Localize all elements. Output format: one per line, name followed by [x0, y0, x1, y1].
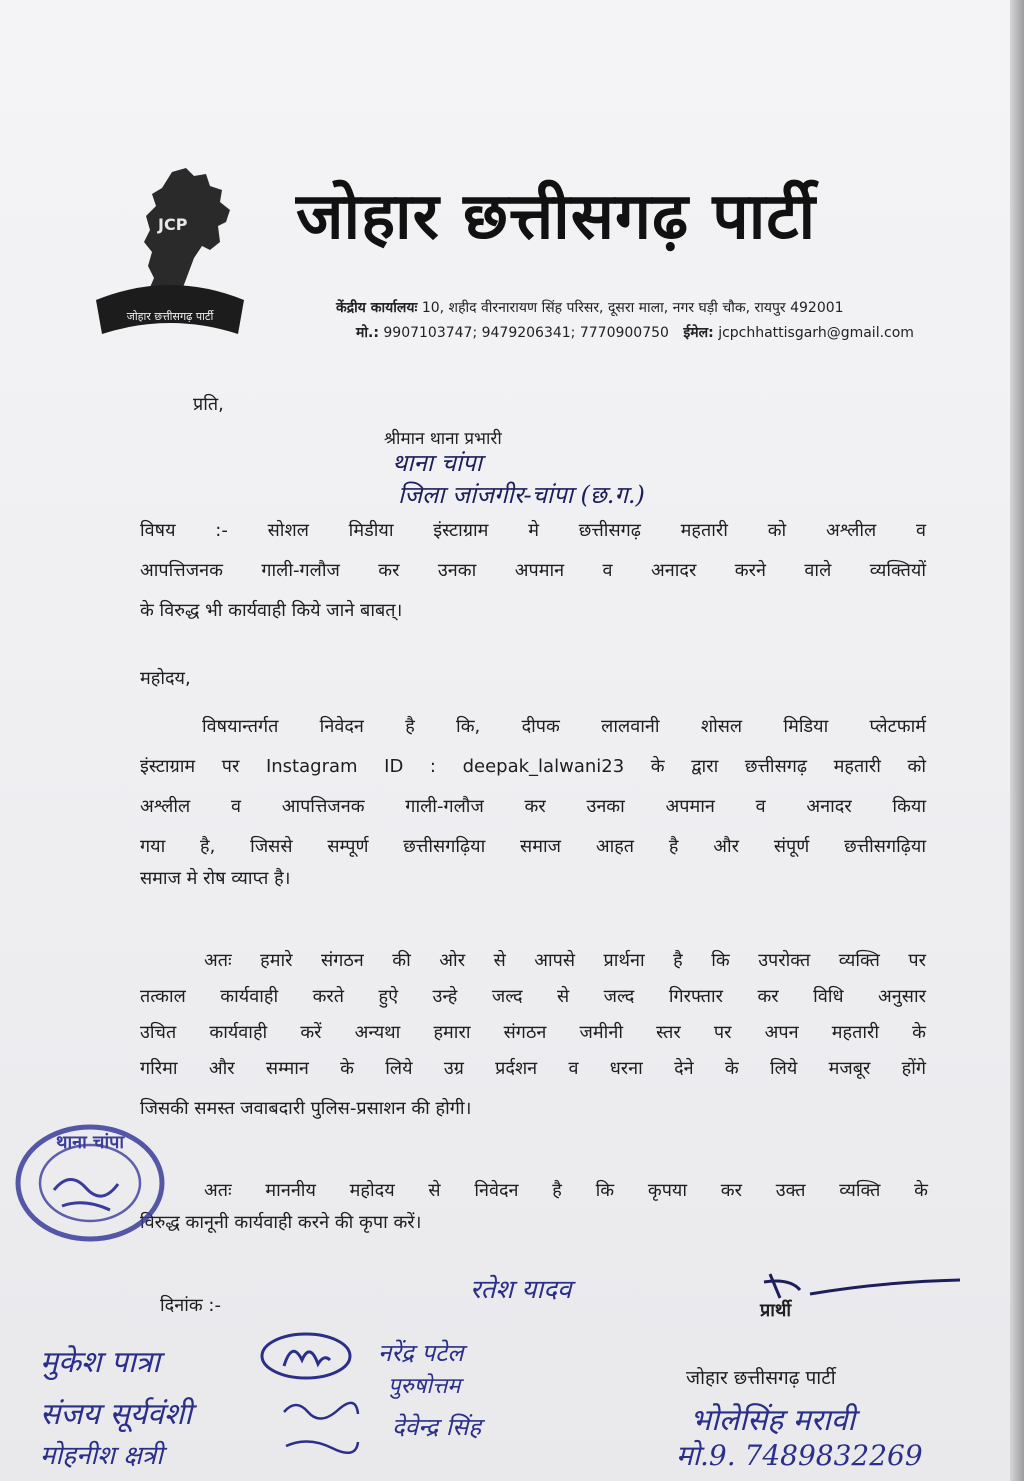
para2-line-1: अतः हमारे संगठन की ओर से आपसे प्रार्थना है कि उपरोक्त व्यक्ति पर — [204, 950, 926, 971]
signature-left-3: मोहनीश क्षत्री — [40, 1441, 163, 1471]
signature-middle-3: देवेन्द्र सिंह — [392, 1413, 482, 1441]
signature-left-2: संजय सूर्यवंशी — [40, 1397, 193, 1432]
email-label: ईमेल: — [683, 325, 714, 341]
para3-line-1: अतः माननीय महोदय से निवेदन है कि कृपया कर उक्त व्यक्ति के — [204, 1180, 928, 1201]
recipient-handwritten-2: जिला जांजगीर-चांपा (छ.ग.) — [398, 481, 645, 509]
para1-line-2: इंस्टाग्राम पर Instagram ID : deepak_lalwani23 के द्वारा छत्तीसगढ़ महतारी को — [140, 756, 926, 777]
phone-numbers: 9907103747; 9479206341; 7770900750 — [383, 325, 669, 341]
salutation: महोदय, — [140, 668, 191, 689]
para1-line-4: गया है, जिससे सम्पूर्ण छत्तीसगढ़िया समाज आहत है और संपूर्ण छत्तीसगढ़िया — [140, 836, 926, 857]
para3-line-2: विरुद्ध कानूनी कार्यवाही करने की कृपा करें। — [140, 1212, 422, 1233]
subject-line-2: आपत्तिजनक गाली-गलौज कर उनका अपमान व अनादर करने वाले व्यक्तियों — [140, 560, 926, 581]
phone-label: मो.: — [356, 325, 379, 341]
logo-banner: जोहार छत्तीसगढ़ पार्टी — [126, 310, 214, 323]
contact-line — [356, 323, 914, 342]
subject-line-3: के विरुद्ध भी कार्यवाही किये जाने बाबत्। — [140, 600, 403, 621]
party-title: जोहार छत्तीसगढ़ पार्टी — [296, 180, 817, 254]
recipient-handwritten-1: थाना चांपा — [392, 449, 483, 477]
signature-left-1: मुकेश पात्रा — [40, 1345, 161, 1380]
applicant-label: प्रार्थी — [760, 1300, 792, 1321]
signature-scribble-1 — [278, 1392, 364, 1462]
police-stamp — [10, 1118, 170, 1248]
signature-middle-2: पुरुषोत्तम — [388, 1374, 461, 1399]
para2-line-4: गरिमा और सम्मान के लिये उग्र प्रर्दशन व धरना देने के लिये मजबूर होंगे — [140, 1058, 926, 1079]
to-label: प्रति, — [193, 394, 224, 415]
para2-line-2: तत्काल कार्यवाही करते हुऐ उन्हे जल्द से जल्द गिरफ्तार कर विधि अनुसार — [140, 986, 926, 1007]
address-label: केंद्रीय कार्यालयः — [336, 300, 418, 316]
stamp-text: थाना चांपा — [55, 1132, 125, 1153]
applicant-signature-mark — [760, 1268, 970, 1308]
signature-initials-mark — [258, 1330, 354, 1380]
signature-top: रतेश यादव — [470, 1275, 572, 1305]
para2-line-5: जिसकी समस्त जवाबदारी पुलिस-प्रसाशन की होगी। — [140, 1098, 472, 1119]
para2-line-3: उचित कार्यवाही करें अन्यथा हमारा संगठन जमीनी स्तर पर अपन महतारी के — [140, 1022, 926, 1043]
signature-right-phone: मो.9. 7489832269 — [676, 1439, 923, 1472]
email-address: jcpchhattisgarh@gmail.com — [718, 325, 914, 341]
address-line — [336, 298, 844, 317]
org-name: जोहार छत्तीसगढ़ पार्टी — [686, 1367, 836, 1389]
jcp-logo — [90, 150, 250, 350]
signature-right-name: भोलेसिंह मरावी — [690, 1403, 856, 1438]
logo-text: JCP — [158, 215, 188, 234]
para1-line-1: विषयान्तर्गत निवेदन है कि, दीपक लालवानी शोसल मिडिया प्लेटफार्म — [202, 716, 926, 737]
para1-line-5: समाज मे रोष व्याप्त है। — [140, 868, 291, 889]
paper-stack-edge — [1010, 0, 1024, 1481]
date-label: दिनांक :- — [160, 1295, 221, 1316]
signature-middle-1: नरेंद्र पटेल — [378, 1339, 464, 1367]
recipient: श्रीमान थाना प्रभारी — [384, 429, 502, 449]
subject-line-1: विषय :- सोशल मिडीया इंस्टाग्राम मे छत्तीसगढ़ महतारी को अश्लील व — [140, 520, 926, 541]
para1-line-3: अश्लील व आपत्तिजनक गाली-गलौज कर उनका अपमान व अनादर किया — [140, 796, 926, 817]
address-text: 10, शहीद वीरनारायण सिंह परिसर, दूसरा माला, नगर घड़ी चौक, रायपुर 492001 — [421, 300, 844, 316]
